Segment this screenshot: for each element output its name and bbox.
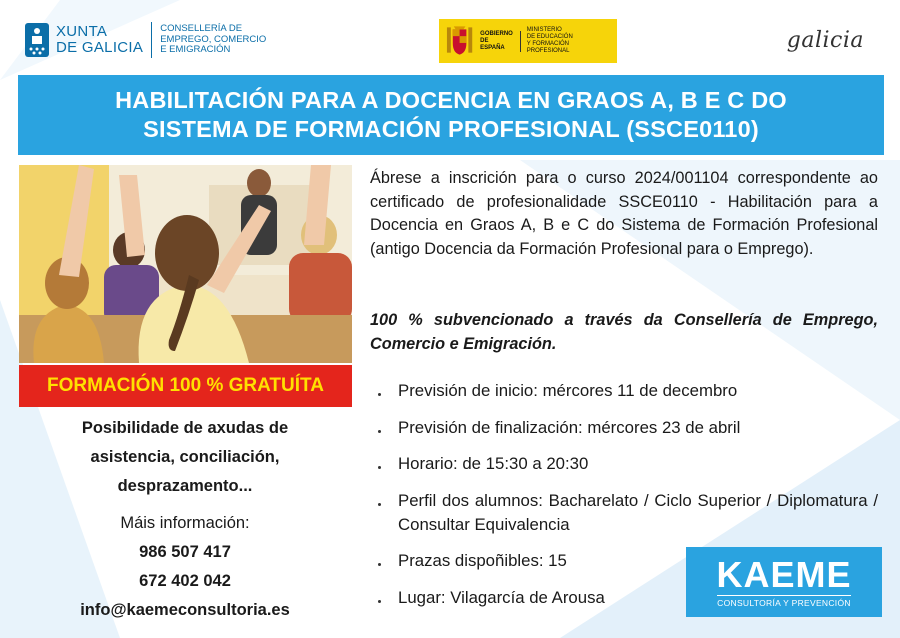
ministerio-text <box>527 27 611 55</box>
detail-text: Lugar: Vilagarcía de Arousa <box>398 587 605 607</box>
xunta-logo <box>24 22 266 58</box>
subsidy-paragraph: 100 % subvencionado a través da Consellería de Emprego, Comercio e Emigración. <box>370 311 878 353</box>
more-info-label: Máis información: <box>120 514 250 532</box>
consellaria-line1: CONSELLERÍA DE <box>160 23 243 35</box>
spain-coat-of-arms-icon <box>445 23 474 59</box>
bullet-icon <box>378 466 381 469</box>
classroom-photo <box>19 165 352 363</box>
consellaria-name <box>160 24 266 56</box>
xunta-line1: XUNTA <box>56 23 108 40</box>
page-title <box>115 86 787 144</box>
bullet-icon <box>378 563 381 566</box>
detail-schedule <box>378 452 878 476</box>
aid-line2: asistencia, conciliación, <box>90 448 280 466</box>
ministerio-line3: Y FORMACIÓN PROFESIONAL <box>526 41 570 54</box>
intro-paragraph: Ábrese a inscrición para o curso 2024/001104 correspondente ao certificado de profesionalidade SSCE0110 - Habilitación para a Docencia en Graos A, B e C do Sistema de Formación Profesional (antigo Docencia da Formación Profesional para o Emprego). <box>370 169 878 258</box>
consellaria-line2: EMPREGO, COMERCIO <box>160 33 267 45</box>
detail-text: Previsión de finalización: mércores 23 de abril <box>398 417 741 437</box>
gob-line1: GOBIERNO <box>480 30 513 37</box>
bullet-icon <box>378 503 381 506</box>
detail-student-profile <box>378 489 878 537</box>
detail-end-date <box>378 416 878 440</box>
classroom-illustration <box>19 165 352 363</box>
xunta-name <box>56 24 143 56</box>
bullet-icon <box>378 430 381 433</box>
title-line1: HABILITACIÓN PARA A DOCENCIA EN GRAOS A, B E C DO <box>115 87 787 113</box>
bullet-icon <box>378 393 381 396</box>
kaeme-logo <box>686 547 882 617</box>
gob-line2: DE ESPAÑA <box>480 37 505 51</box>
email-link[interactable]: info@kaemeconsultoria.es <box>80 601 290 619</box>
bullet-icon <box>378 600 381 603</box>
kaeme-tagline: CONSULTORÍA Y PREVENCIÓN <box>717 595 851 608</box>
detail-text: Previsión de inicio: mércores 11 de decembro <box>398 381 738 400</box>
detail-text: Horario: de 15:30 a 20:30 <box>398 454 589 473</box>
free-training-text: FORMACIÓN 100 % GRATUÍTA <box>47 375 324 396</box>
contact-block <box>30 509 340 625</box>
detail-start-date <box>378 379 878 403</box>
phone-2[interactable]: 672 402 042 <box>139 572 231 590</box>
galicia-logo: galicia <box>786 28 864 53</box>
kaeme-name: KAEME <box>716 553 852 595</box>
phone-1[interactable]: 986 507 417 <box>139 543 231 561</box>
title-line2: SISTEMA DE FORMACIÓN PROFESIONAL (SSCE0110) <box>143 116 759 142</box>
ministerio-line1: MINISTERIO <box>526 27 562 33</box>
title-banner <box>18 75 884 155</box>
aid-line3: desprazamento... <box>117 477 253 495</box>
ministerio-line2: DE EDUCACIÓN <box>526 34 573 40</box>
consellaria-line3: E EMIGRACIÓN <box>160 44 231 56</box>
xunta-emblem-icon <box>24 22 50 58</box>
gobierno-logo <box>439 19 617 63</box>
free-training-banner <box>19 365 352 407</box>
detail-text: Prazas dispoñibles: 15 <box>398 551 567 570</box>
detail-text: Perfil dos alumnos: Bacharelato / Ciclo Superior / Diplomatura / Consultar Equivalencia <box>398 490 878 534</box>
xunta-separator <box>151 22 152 58</box>
xunta-line2: DE GALICIA <box>56 39 144 56</box>
aid-text <box>30 414 340 501</box>
gobierno-text <box>480 31 521 52</box>
aid-line1: Posibilidade de axudas de <box>81 419 289 437</box>
